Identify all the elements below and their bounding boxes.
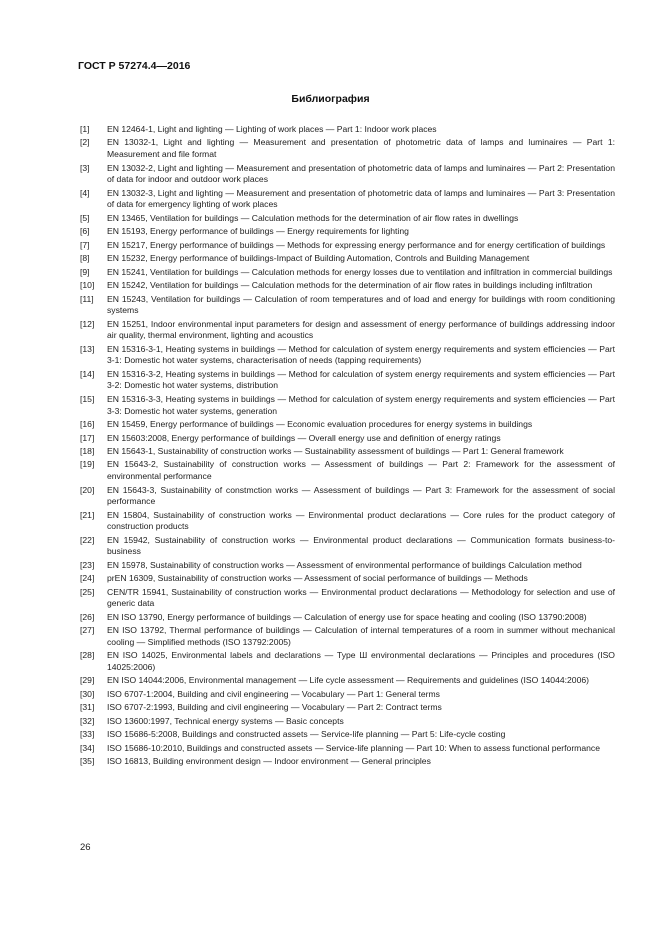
bibliography-entry xyxy=(80,253,615,265)
bibliography-entry xyxy=(80,756,615,768)
entry-text: EN 15643-3, Sustainability of constmction works — Assessment of buildings — Part 3: Framework for the assessment of social performance xyxy=(107,484,615,507)
entry-text: EN 15243, Ventilation for buildings — Calculation of room temperatures and of load and energy for buildings with room conditioning systems xyxy=(107,293,615,316)
entry-number: [31] xyxy=(80,702,95,713)
entry-text: ISO 6707-2:1993, Building and civil engineering — Vocabulary — Part 2: Contract terms xyxy=(107,702,442,713)
entry-text: EN ISO 14025, Environmental labels and declarations — Type Ш environmental declarations — Principles and procedures (ISO 14025:2006) xyxy=(107,650,615,672)
entry-text: EN 15316-3-2, Heating systems in buildings — Method for calculation of system energy requirements and system efficiencies — Part 3-2: Domestic hot water systems, distribution xyxy=(107,368,615,391)
entry-number: [1] xyxy=(80,124,90,134)
bibliography-entry xyxy=(80,625,615,648)
entry-number: [6] xyxy=(80,226,90,237)
entry-text: EN 15942, Sustainability of construction works — Environmental product declarations — Communication formats business-to-business xyxy=(107,534,615,557)
entry-number: [3] xyxy=(80,162,90,173)
bibliography-entry xyxy=(80,510,615,533)
entry-number: [9] xyxy=(80,266,90,277)
entry-number: [10] xyxy=(80,280,95,291)
entry-text: EN 15241, Ventilation for buildings — Calculation methods for energy losses due to ventilation and infiltration in commercial buildings xyxy=(107,266,613,277)
entry-text: EN 15603:2008, Energy performance of buildings — Overall energy use and definition of energy ratings xyxy=(107,432,501,443)
bibliography-list xyxy=(80,124,615,770)
entry-text: EN 15978, Sustainability of construction works — Assessment of environmental performance of buildings Calculation method xyxy=(107,559,582,570)
entry-text: EN 15193, Energy performance of buildings — Energy requirements for lighting xyxy=(107,226,409,237)
bibliography-entry xyxy=(80,587,615,610)
entry-number: [35] xyxy=(80,756,95,767)
entry-text: EN 15251, Indoor environmental input parameters for design and assessment of energy performance of buildings addressing indoor air quality, thermal environment, lighting and acoustics xyxy=(107,318,615,341)
entry-number: [24] xyxy=(80,573,95,584)
entry-number: [28] xyxy=(80,650,95,661)
bibliography-entry xyxy=(80,369,615,392)
bibliography-entry xyxy=(80,267,615,279)
bibliography-entry xyxy=(80,280,615,292)
entry-text: EN 13032-3, Light and lighting — Measurement and presentation of photometric data of lamps and luminaires — Part 3: Presentation of data for emergency lighting of work places xyxy=(107,187,615,210)
bibliography-entry xyxy=(80,433,615,445)
entry-text: EN 15643-2, Sustainability of construction works — Assessment of buildings — Part 2: Framework for the assessment of environmental performance xyxy=(107,459,615,482)
entry-number: [29] xyxy=(80,675,95,686)
entry-number: [34] xyxy=(80,742,95,753)
bibliography-entry xyxy=(80,729,615,741)
bibliography-entry xyxy=(80,573,615,585)
entry-text: CEN/TR 15941, Sustainability of construction works — Environmental product declarations — Methodology for selection and use of generic data xyxy=(107,586,615,609)
bibliography-entry xyxy=(80,240,615,252)
bibliography-entry xyxy=(80,689,615,701)
bibliography-entry xyxy=(80,344,615,367)
bibliography-entry xyxy=(80,394,615,417)
entry-number: [17] xyxy=(80,432,95,443)
entry-text: EN 13032-2, Light and lighting — Measurement and presentation of photometric data of lamps and luminaires — Part 2: Presentation of data for indoor and outdoor work places xyxy=(107,162,615,185)
entry-text: EN 15459, Energy performance of buildings — Economic evaluation procedures for energy systems in buildings xyxy=(107,419,533,430)
entry-number: [5] xyxy=(80,212,90,223)
entry-number: [14] xyxy=(80,368,95,379)
entry-number: [19] xyxy=(80,459,95,470)
bibliography-entry xyxy=(80,650,615,673)
entry-number: [8] xyxy=(80,253,90,264)
bibliography-entry xyxy=(80,702,615,714)
bibliography-entry xyxy=(80,188,615,211)
entry-text: EN 15643-1, Sustainability of construction works — Sustainability assessment of buildings — Part 1: General framework xyxy=(107,445,564,456)
entry-number: [15] xyxy=(80,393,95,404)
entry-text: EN 13465, Ventilation for buildings — Calculation methods for the determination of air flow rates in dwellings xyxy=(107,212,519,223)
entry-text: ISO 15686-5:2008, Buildings and constructed assets — Service-life planning — Part 5: Life-cycle costing xyxy=(107,729,506,740)
entry-number: [20] xyxy=(80,484,95,495)
document-id: ГОСТ Р 57274.4—2016 xyxy=(78,60,191,72)
entry-number: [12] xyxy=(80,318,95,329)
entry-text: EN 12464-1, Light and lighting — Lighting of work places — Part 1: Indoor work places xyxy=(107,124,437,134)
bibliography-entry xyxy=(80,124,615,136)
entry-number: [32] xyxy=(80,715,95,726)
entry-text: EN 15242, Ventilation for buildings — Calculation methods for the determination of air flow rates in buildings including infiltration xyxy=(107,280,593,291)
bibliography-entry xyxy=(80,535,615,558)
bibliography-entry xyxy=(80,294,615,317)
entry-number: [26] xyxy=(80,611,95,622)
entry-text: EN 15804, Sustainability of construction works — Environmental product declarations — Core rules for the product category of construction products xyxy=(107,509,615,532)
entry-text: EN ISO 13792, Thermal performance of buildings — Calculation of internal temperatures of a room in summer without mechanical cooling — Simplified methods (ISO 13792:2005) xyxy=(107,625,615,647)
entry-number: [18] xyxy=(80,445,95,456)
bibliography-entry xyxy=(80,163,615,186)
bibliography-entry xyxy=(80,675,615,687)
entry-number: [2] xyxy=(80,137,90,148)
entry-text: EN 15232, Energy performance of buildings-Impact of Building Automation, Controls and Building Management xyxy=(107,253,530,264)
entry-text: ISO 6707-1:2004, Building and civil engineering — Vocabulary — Part 1: General terms xyxy=(107,688,440,699)
entry-number: [4] xyxy=(80,187,90,198)
entry-text: ISO 15686-10:2010, Buildings and constructed assets — Service-life planning — Part 10: When to assess functional performance xyxy=(107,742,600,753)
entry-number: [22] xyxy=(80,534,95,545)
bibliography-entry xyxy=(80,137,615,160)
bibliography-entry xyxy=(80,716,615,728)
section-title: Библиография xyxy=(291,93,370,105)
bibliography-entry xyxy=(80,213,615,225)
bibliography-entry xyxy=(80,560,615,572)
entry-number: [27] xyxy=(80,625,95,636)
entry-number: [11] xyxy=(80,293,94,304)
entry-number: [21] xyxy=(80,509,95,520)
bibliography-entry xyxy=(80,319,615,342)
entry-text: EN 13032-1, Light and lighting — Measurement and presentation of photometric data of lamps and luminaires — Part 1: Measurement and file format xyxy=(107,137,615,160)
bibliography-entry xyxy=(80,743,615,755)
entry-number: [23] xyxy=(80,559,95,570)
entry-number: [16] xyxy=(80,419,95,430)
entry-text: EN 15217, Energy performance of buildings — Methods for expressing energy performance and for energy certification of buildings xyxy=(107,239,606,250)
entry-text: ISO 16813, Building environment design — Indoor environment — General principles xyxy=(107,756,431,767)
page-number: 26 xyxy=(80,842,91,853)
entry-text: ISO 13600:1997, Technical energy systems — Basic concepts xyxy=(107,715,344,726)
bibliography-entry xyxy=(80,459,615,482)
entry-number: [7] xyxy=(80,239,90,250)
bibliography-entry xyxy=(80,485,615,508)
entry-text: EN 15316-3-1, Heating systems in buildings — Method for calculation of system energy requirements and system efficiencies — Part 3-1: Domestic hot water systems, characterisation of needs (tapping requirements) xyxy=(107,343,615,366)
bibliography-entry xyxy=(80,226,615,238)
bibliography-entry xyxy=(80,446,615,458)
entry-text: EN ISO 14044:2006, Environmental management — Life cycle assessment — Requirements and guidelines (ISO 14044:2006) xyxy=(107,675,589,686)
bibliography-entry xyxy=(80,419,615,431)
bibliography-entry xyxy=(80,612,615,624)
entry-text: prEN 16309, Sustainability of construction works — Assessment of social performance of buildings — Methods xyxy=(107,573,528,584)
entry-number: [30] xyxy=(80,688,95,699)
entry-number: [25] xyxy=(80,586,95,597)
entry-text: EN 15316-3-3, Heating systems in buildings — Method for calculation of system energy requirements and system efficiencies — Part 3-3: Domestic hot water systems, generation xyxy=(107,393,615,416)
entry-number: [33] xyxy=(80,729,95,740)
entry-text: EN ISO 13790, Energy performance of buildings — Calculation of energy use for space heating and cooling (ISO 13790:2008) xyxy=(107,611,587,622)
entry-number: [13] xyxy=(80,343,95,354)
